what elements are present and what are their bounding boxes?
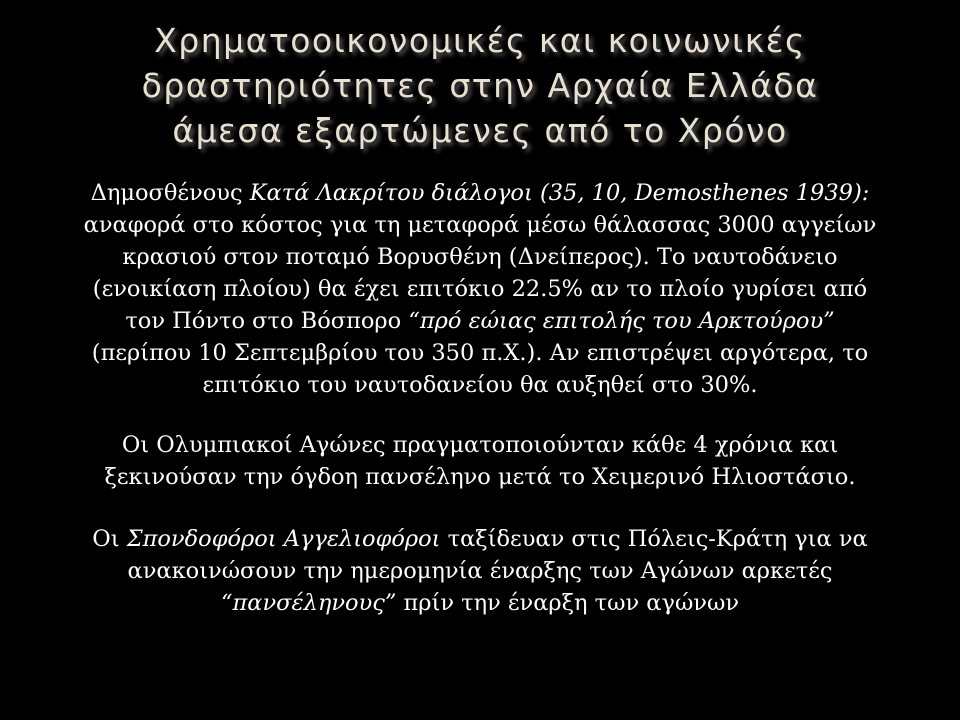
- slide-title: [40, 18, 920, 153]
- paragraph-messengers: [30, 523, 930, 619]
- paragraph-demosthenes: [30, 177, 930, 401]
- text-run: Δημοσθένους: [90, 180, 250, 206]
- title-line-2: δραστηριότητες στην Αρχαία Ελλάδα: [141, 66, 819, 105]
- paragraph-line: κρασιού στον ποταμό Βορυσθένη (Δνείπερος). Το ναυτοδάνειο: [122, 244, 838, 270]
- paragraph-line: [30, 523, 930, 555]
- quote-italic: “πρό εώιας επιτολής του Αρκτούρου”: [408, 308, 835, 334]
- text-run: πρίν την έναρξη των αγώνων: [396, 590, 740, 616]
- text-run: Οι: [92, 526, 127, 552]
- paragraph-line: [30, 587, 930, 619]
- paragraph-line: (ενοικίαση πλοίου) θα έχει επιτόκιο 22.5% αν το πλοίο γυρίσει από: [92, 276, 868, 302]
- term-italic: Σπονδοφόροι Αγγελιοφόροι: [126, 526, 441, 552]
- paragraph-olympics: [30, 429, 930, 493]
- title-line-1: Χρηματοοικονομικές και κοινωνικές: [154, 21, 806, 60]
- paragraph-line: [30, 177, 930, 209]
- term-italic: “πανσέληνους”: [220, 590, 397, 616]
- paragraph-line: ανακοινώσουν την ημερομηνία έναρξης των Αγώνων αρκετές: [127, 558, 833, 584]
- paragraph-line: Οι Ολυμπιακοί Αγώνες πραγματοποιούνταν κάθε 4 χρόνια και: [121, 432, 839, 458]
- paragraph-spacer: [30, 493, 930, 523]
- slide-body: [30, 177, 930, 619]
- text-run: τον Πόντο στο Βόσπορο: [125, 308, 409, 334]
- paragraph-spacer: [30, 401, 930, 429]
- paragraph-line: [30, 305, 930, 337]
- paragraph-line: ξεκινούσαν την όγδοη πανσέληνο μετά το Χειμερινό Ηλιοστάσιο.: [104, 464, 856, 490]
- title-line-3: άμεσα εξαρτώμενες από το Χρόνο: [172, 111, 788, 150]
- paragraph-line: επιτόκιο του ναυτοδανείου θα αυξηθεί στο 30%.: [202, 372, 758, 398]
- text-run: ταξίδευαν στις Πόλεις-Κράτη για να: [440, 526, 868, 552]
- paragraph-line: αναφορά στο κόστος για τη μεταφορά μέσω θάλασσας 3000 αγγείων: [83, 212, 877, 238]
- work-title-italic: Κατά Λακρίτου διάλογοι (35, 10, Demosthenes 1939):: [249, 180, 870, 206]
- paragraph-line: (περίπου 10 Σεπτεμβρίου του 350 π.Χ.). Αν επιστρέψει αργότερα, το: [91, 340, 869, 366]
